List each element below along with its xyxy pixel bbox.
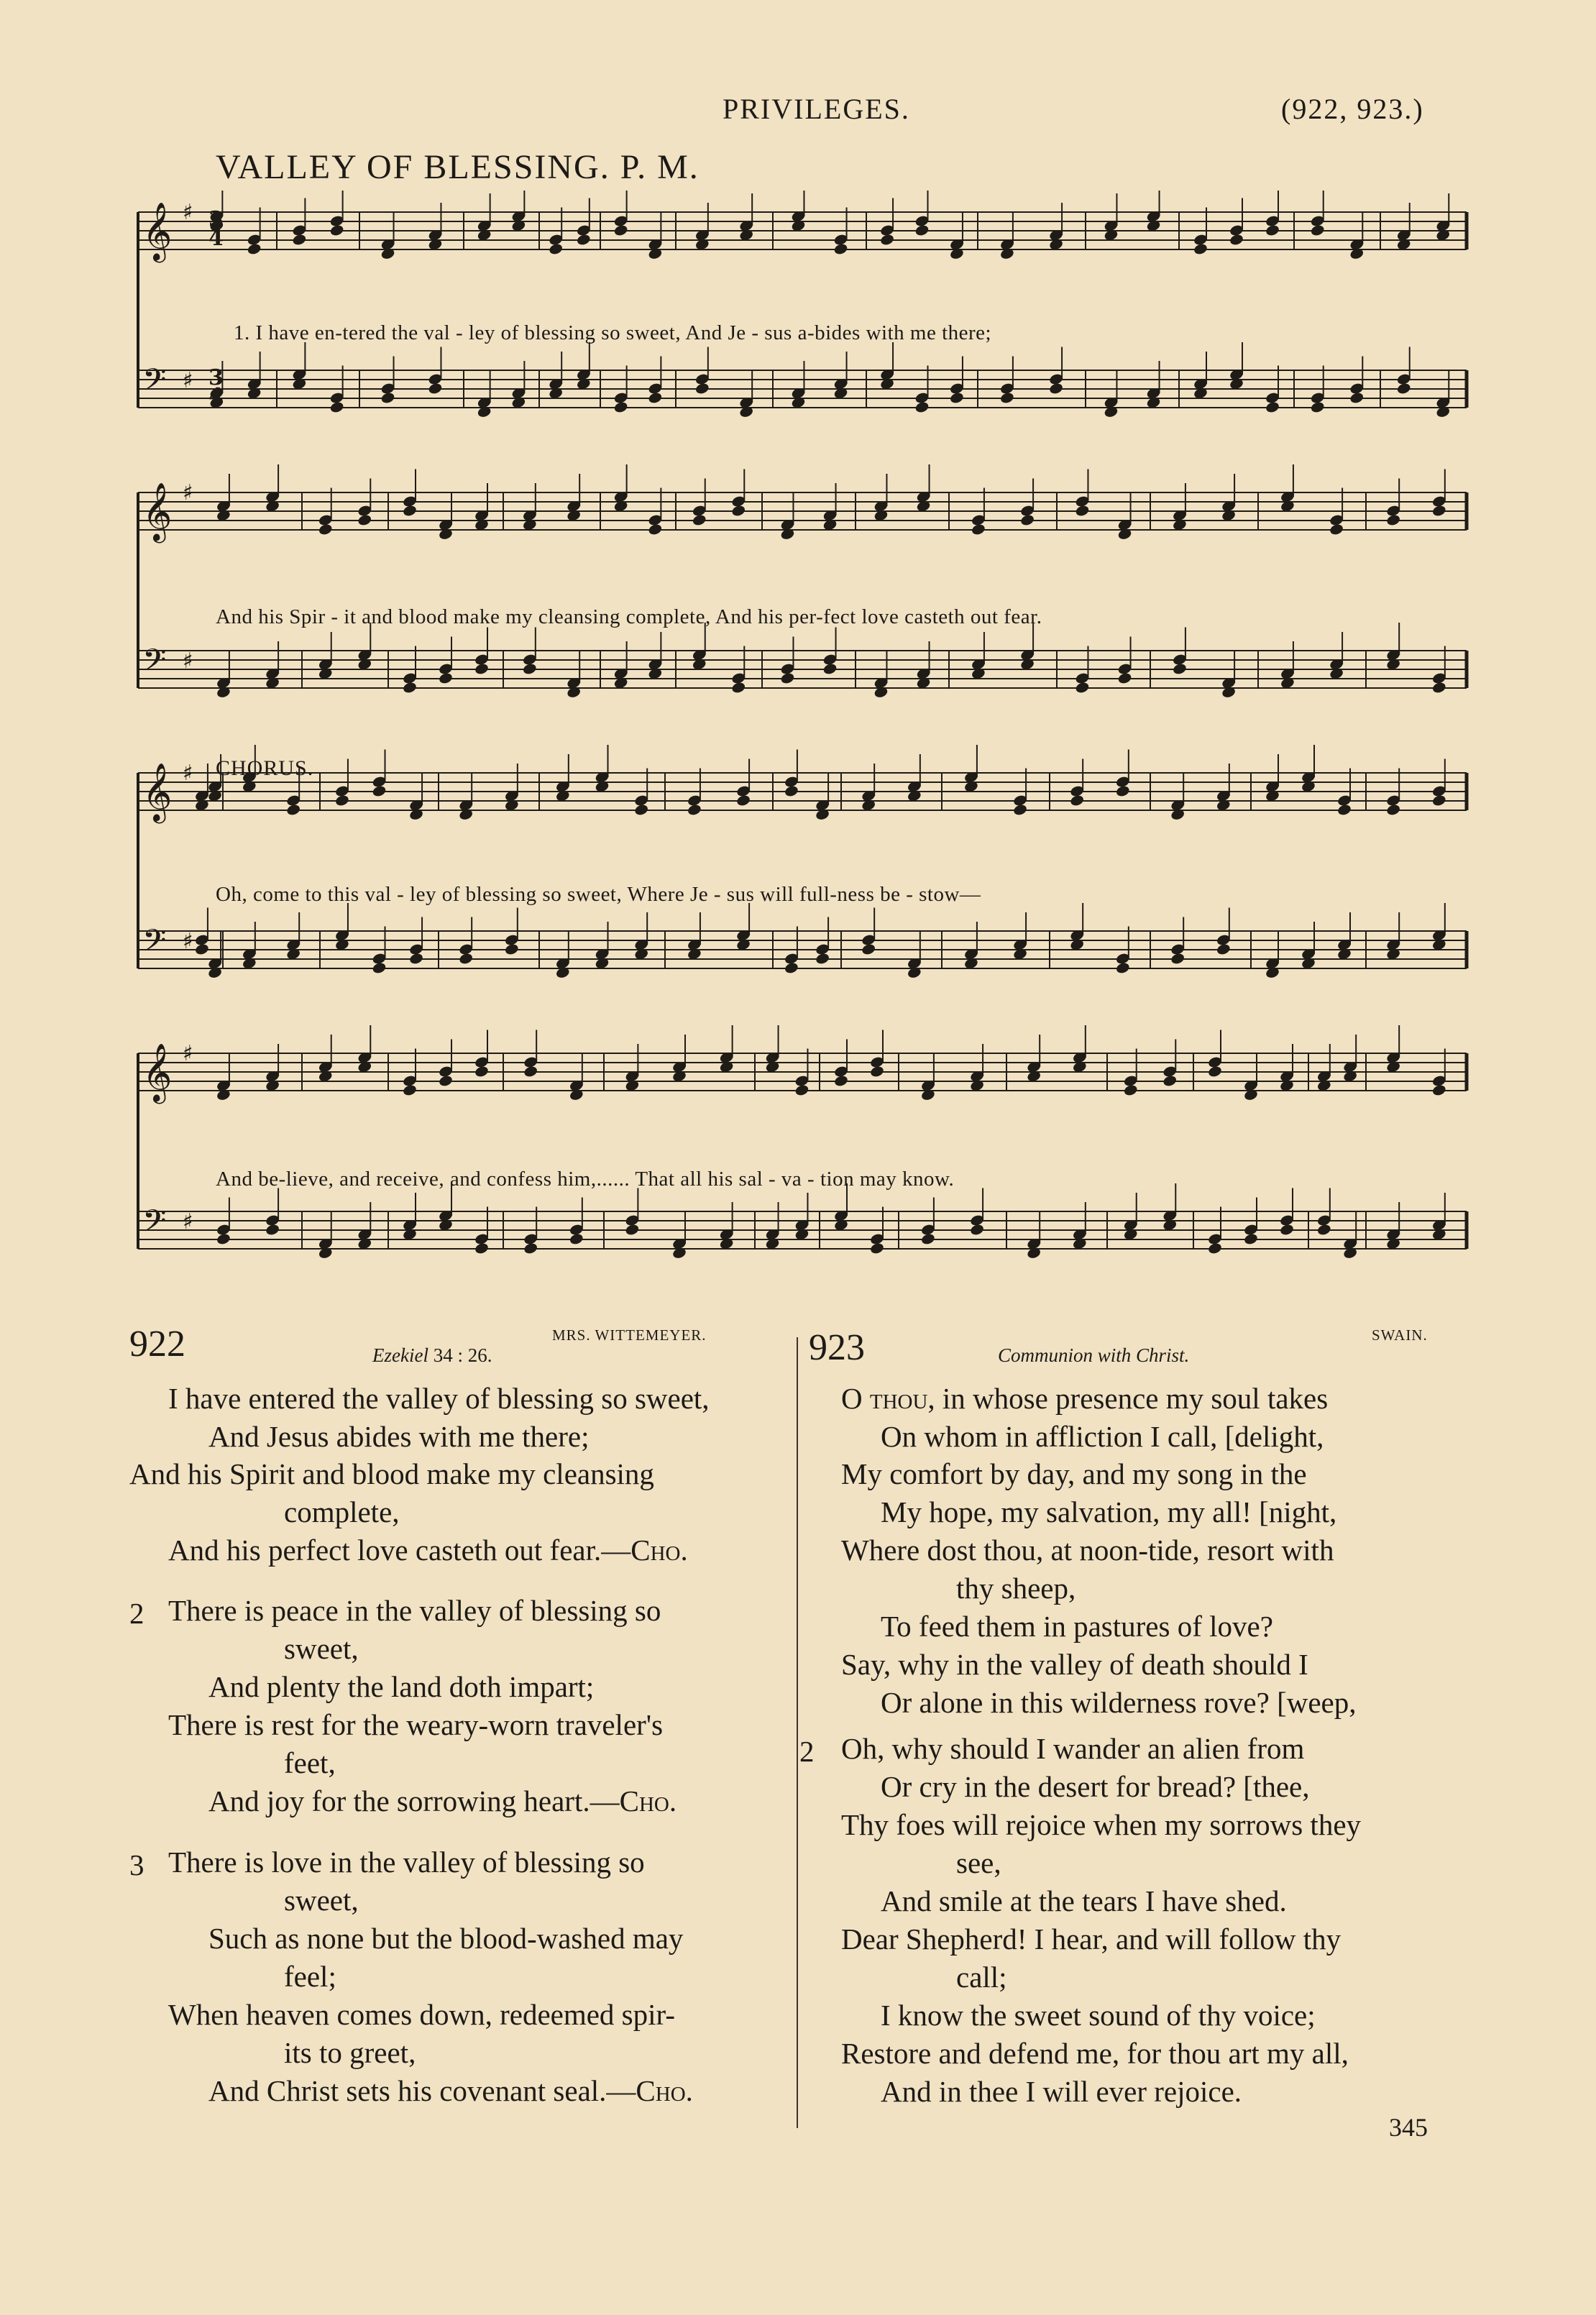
author-923: SWAIN. [1372,1326,1428,1344]
note-head [1207,1065,1222,1078]
note-head [1386,513,1401,526]
note-head [784,784,799,797]
verse-line: My comfort by day, and my song in the [841,1457,1307,1490]
verse-line: I know the sweet sound of thy voice; [881,1999,1316,2032]
sharp-icon: ♯ [183,1041,193,1066]
note-head [861,943,876,955]
verse-line: Oh, why should I wander an alien from [841,1732,1305,1765]
verse-line: There is love in the valley of blessing so [168,1846,645,1879]
note-head [1162,1074,1178,1087]
verse-line [208,2076,693,2106]
bass-clef-icon: 𝄢 [142,643,167,686]
verse-text: thou [869,1382,928,1415]
note-head [1193,242,1208,255]
note-head [822,662,838,675]
stanza-number: 3 [129,1848,145,1881]
note-head [648,523,663,536]
bass-clef-icon: 𝄢 [142,362,167,405]
sharp-icon: ♯ [183,368,193,393]
verse-line: sweet, [284,1632,359,1665]
verse-line: My hope, my salvation, my all! [night, [881,1495,1337,1528]
verse-line: complete, [284,1495,400,1528]
chorus-cue: Cho. [636,2074,693,2107]
note-head [402,681,417,694]
verse-line: call; [956,1961,1007,1994]
hymn-number-922: 922 [129,1324,185,1365]
note-head [999,391,1014,404]
note-head [914,400,930,413]
sharp-icon: ♯ [183,761,193,786]
author-922: MRS. WITTEMEYER. [552,1326,707,1344]
note-head [869,1065,884,1078]
stanza-number: 2 [129,1597,145,1630]
note-head [869,1242,884,1255]
note-head [1243,1232,1258,1245]
note-head [1075,681,1090,694]
note-head [1279,1223,1294,1236]
treble-clef-icon: 𝄞 [142,762,173,821]
note-head [833,1074,848,1087]
verse-line: Or cry in the desert for bread? [thee, [881,1770,1310,1803]
verse-text: , in whose presence my soul takes [927,1382,1329,1415]
verse-line: Or alone in this wilderness rove? [weep, [881,1686,1357,1719]
verse-line [208,1784,677,1817]
note-head [1012,803,1027,816]
note-head [634,803,649,816]
chorus-cue: Cho. [619,1784,677,1817]
note-head [731,504,746,517]
note-head [265,1223,280,1236]
note-head [1396,382,1411,395]
note-head [318,523,333,536]
note-head [428,382,443,395]
bass-clef-icon: 𝄢 [142,923,167,966]
note-head [1329,523,1344,536]
note-head [648,391,663,404]
verse-line: I have entered the valley of blessing so sweet, [168,1382,710,1415]
note-head [879,233,894,246]
note-head [329,224,344,237]
scripture-reference-923: Communion with Christ. [998,1344,1190,1366]
note-head [372,784,387,797]
note-head [474,1242,489,1255]
note-head [402,504,417,517]
verse-line: feel; [284,1960,336,1993]
verse-line: Such as none but the blood-washed may [208,1922,684,1955]
note-head [1265,224,1280,237]
note-head [1172,662,1187,675]
note-head [402,1083,417,1096]
note-head [408,952,423,965]
note-head [692,513,707,526]
note-head [1070,794,1085,807]
verse-line: Where dost thou, at noon-tide, resort with [841,1534,1334,1567]
chorus-cue: Cho. [630,1534,688,1567]
running-header: PRIVILEGES. [723,93,910,125]
time-signature: 4 [208,384,224,409]
verse-line: And plenty the land doth impart; [208,1670,595,1703]
note-head [474,1065,489,1078]
treble-clef-icon: 𝄞 [142,201,173,260]
note-head [1316,1223,1331,1236]
note-head [569,1232,584,1245]
note-head [784,961,799,974]
verse-line: sweet, [284,1884,359,1917]
note-head [1431,1083,1446,1096]
note-head [334,794,349,807]
lyric-line-1: 1. I have en-tered the val - ley of blessing so sweet, And Je - sus a-bides with me there; [234,321,992,344]
verse-line [168,1536,688,1565]
note-head [833,242,848,255]
note-head [438,671,453,684]
time-signature: 4 [208,226,224,251]
note-head [1229,233,1244,246]
note-head [625,1223,640,1236]
hymn-numbers-header: (922, 923.) [1281,93,1424,125]
note-head [1170,952,1185,965]
note-head [216,1232,231,1245]
note-head [372,961,387,974]
sharp-icon: ♯ [183,929,193,954]
sharp-icon: ♯ [183,648,193,674]
treble-clef-icon: 𝄞 [142,1042,173,1101]
verse-line: Dear Shepherd! I hear, and will follow thy [841,1922,1342,1956]
reference-book: Ezekiel [372,1344,428,1366]
note-head [1048,382,1063,395]
note-head [687,803,702,816]
lyric-line-2: And his Spir - it and blood make my cleansing complete, And his per-fect love casteth out fear. [216,605,1042,628]
verse-line [841,1384,1328,1413]
note-head [735,794,751,807]
note-head [780,671,795,684]
stanza-number: 2 [799,1735,815,1768]
verse-text: And joy for the sorrowing heart.— [208,1784,620,1817]
verse-line: see, [956,1846,1001,1879]
time-signature: 3 [208,365,224,390]
verse-line: There is rest for the weary-worn traveler's [168,1708,664,1741]
note-head [1123,1083,1138,1096]
note-head [523,1242,538,1255]
column-divider [797,1337,798,2128]
verse-line: Thy foes will rejoice when my sorrows they [841,1808,1362,1841]
note-head [522,662,537,675]
time-signature: 3 [208,207,224,232]
note-head [694,382,710,395]
verse-line: And his Spirit and blood make my cleansing [129,1457,654,1490]
note-head [1431,681,1446,694]
verse-line: Say, why in the valley of death should I [841,1648,1308,1681]
verse-text: And Christ sets his covenant seal.— [208,2074,636,2107]
verse-line: On whom in affliction I call, [delight, [881,1420,1324,1453]
note-head [1310,400,1325,413]
verse-line: And in thee I will ever rejoice. [881,2075,1242,2108]
note-head [794,1083,810,1096]
note-head [504,943,519,955]
note-head [1117,671,1132,684]
note-head [1115,961,1130,974]
note-head [815,952,830,965]
verse-text: O [841,1382,863,1415]
note-head [1115,784,1130,797]
tune-title: VALLEY OF BLESSING. P. M. [216,148,700,186]
note-head [194,943,209,955]
note-head [1336,803,1352,816]
sharp-icon: ♯ [183,200,193,225]
note-head [920,1232,935,1245]
lyric-line-4: And be-lieve, and receive, and confess him,...... That all his sal - va - tion may know. [216,1168,955,1191]
note-head [459,952,474,965]
note-head [1386,803,1401,816]
note-head [1265,400,1280,413]
verse-line: its to greet, [284,2036,416,2069]
note-head [549,242,564,255]
note-head [438,1074,453,1087]
note-head [971,523,986,536]
page-number: 345 [1389,2113,1428,2142]
verse-line: There is peace in the valley of blessing so [168,1594,661,1627]
note-head [286,803,301,816]
note-head [1431,794,1446,807]
note-head [329,400,344,413]
bass-clef-icon: 𝄢 [142,1204,167,1247]
sharp-icon: ♯ [183,480,193,505]
note-head [1075,504,1090,517]
verse-line: And Jesus abides with me there; [208,1420,590,1453]
note-head [949,391,964,404]
verse-line: Restore and defend me, for thou art my all, [841,2037,1349,2070]
note-head [1216,943,1231,955]
note-head [576,233,591,246]
sharp-icon: ♯ [183,1209,193,1234]
note-head [1431,504,1446,517]
note-head [357,513,372,526]
verse-line: To feed them in pastures of love? [881,1610,1273,1643]
note-head [474,662,489,675]
note-head [969,1223,984,1236]
treble-clef-icon: 𝄞 [142,482,173,541]
chorus-label: CHORUS. [216,756,314,780]
verse-line: When heaven comes down, redeemed spir- [168,1998,676,2031]
note-head [292,233,307,246]
note-head [380,391,395,404]
note-head [914,224,930,237]
note-head [1310,224,1325,237]
note-head [731,681,746,694]
verse-line: feet, [284,1746,336,1779]
verse-line: And smile at the tears I have shed. [881,1884,1287,1917]
note-head [1019,513,1035,526]
reference-chapter-verse: 34 : 26. [433,1344,492,1366]
verse-text: And his perfect love casteth out fear.— [168,1534,631,1567]
verse-line: thy sheep, [956,1572,1076,1605]
scripture-reference-922 [372,1344,492,1367]
music-score [129,191,1481,1312]
note-head [247,242,262,255]
note-head [1349,391,1365,404]
note-head [613,400,628,413]
note-head [523,1065,538,1078]
hymn-number-923: 923 [809,1327,865,1368]
note-head [613,224,628,237]
note-head [1207,1242,1222,1255]
lyric-line-3: Oh, come to this val - ley of blessing so sweet, Where Je - sus will full-ness be - stow— [216,883,981,906]
